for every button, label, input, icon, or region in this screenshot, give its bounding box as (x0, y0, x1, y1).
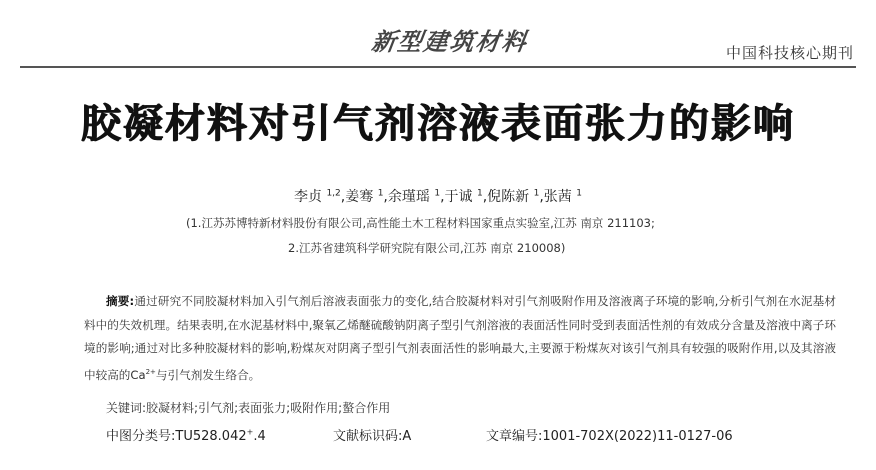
author-affiliation-mark: 1 (576, 188, 582, 199)
author (388, 189, 440, 205)
ion-superscript: 2+ (145, 367, 156, 376)
document-code-value: A (402, 429, 412, 444)
classification-superscript: + (246, 427, 254, 437)
article-number (486, 425, 733, 444)
author-separator: , (383, 189, 388, 205)
article-number-value: 1001-702X(2022)11-0127-06 (542, 429, 733, 444)
abstract-text-end: 与引气剂发生络合。 (155, 367, 261, 382)
paper-title: 胶凝材料对引气剂溶液表面张力的影响 (81, 101, 795, 147)
author-separator: , (440, 189, 445, 205)
author-affiliation-mark: 1 (434, 188, 441, 199)
author-affiliation-mark: 1 (377, 188, 384, 199)
journal-logo: 新型建筑材料 (369, 27, 530, 56)
keywords (106, 399, 390, 416)
author-name: 于诚 (444, 189, 473, 205)
classification-number (106, 425, 266, 444)
author-name: 余瑾瑶 (387, 189, 430, 205)
keywords-label: 关键词: (106, 401, 147, 415)
author-list (0, 186, 876, 206)
document-code (333, 425, 411, 444)
author-name: 姜骞 (345, 189, 374, 205)
abstract (84, 290, 836, 387)
article-number-label: 文章编号: (486, 429, 543, 444)
author (544, 189, 582, 205)
author (445, 189, 483, 205)
classification-value: TU528.042 (175, 429, 247, 444)
author-name: 张茜 (543, 189, 572, 205)
author-name: 倪陈新 (487, 189, 530, 205)
author-name: 李贞 (294, 189, 322, 205)
document-code-label: 文献标识码: (333, 429, 403, 444)
header-divider (20, 66, 856, 68)
author-affiliation-mark: 1,2 (326, 188, 341, 199)
classification-label: 中图分类号: (106, 429, 176, 444)
author-separator: , (539, 189, 544, 205)
journal-tag: 中国科技核心期刊 (725, 44, 854, 62)
author-affiliation-mark: 1 (533, 188, 540, 199)
keywords-text: 胶凝材料;引气剂;表面张力;吸附作用;螯合作用 (146, 401, 391, 415)
author (294, 189, 341, 205)
author (487, 189, 539, 205)
author (345, 189, 383, 205)
abstract-text: 通过研究不同胶凝材料加入引气剂后溶液表面张力的变化,结合胶凝材料对引气剂吸附作用及溶液离子环境的影响,分析引气剂在水泥基材料中的失效机理。结果表明,在水泥基材料中,聚氧乙烯醚硫酸钠阴离子型引气剂溶液的表面活性同时受到表面活性剂的有效成分含量及溶液中离子环境的影响;通过对比多种胶凝材料的影响,粉煤灰对阴离子型引气剂表面活性的影响最大,主要源于粉煤灰对该引气剂具有较强的吸附作用,以及其溶液中较高的Ca (84, 294, 836, 382)
author-affiliation-mark: 1 (476, 188, 483, 199)
author-separator: , (482, 189, 488, 205)
affiliation-2: 2.江苏省建筑科学研究院有限公司,江苏 南京 210008) (288, 241, 566, 255)
author-separator: , (340, 189, 346, 205)
classification-tail: .4 (253, 429, 266, 444)
affiliation-1: (1.江苏苏博特新材料股份有限公司,高性能土木工程材料国家重点实验室,江苏 南京 211103; (186, 216, 655, 230)
abstract-label: 摘要: (106, 294, 135, 308)
